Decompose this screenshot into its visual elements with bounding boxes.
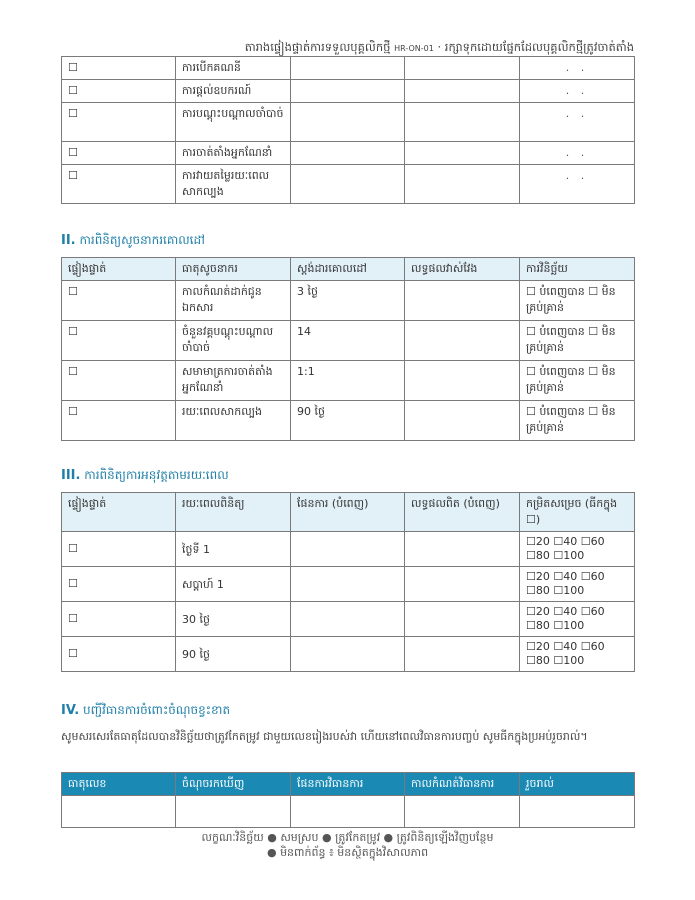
legend-line <box>61 845 634 860</box>
table-row <box>62 401 635 441</box>
blank-cell[interactable] <box>291 57 405 80</box>
blank-cell[interactable] <box>405 103 520 142</box>
section-numeral: III. <box>61 468 81 483</box>
achievement-line[interactable]: ☐20 ☐40 ☐60 <box>526 640 605 653</box>
achievement-line[interactable]: ☐80 ☐100 <box>526 619 585 632</box>
item-number-cell[interactable] <box>62 796 176 828</box>
verify-checkbox[interactable]: ☐ <box>62 637 176 672</box>
section-4-title <box>61 702 230 720</box>
column-header: ផែនការវិធានការ <box>291 773 405 796</box>
form-code: HR-ON-01 <box>394 44 434 53</box>
column-header: រយៈពេលពិនិត្យ <box>176 493 291 532</box>
legend-line <box>61 830 634 845</box>
achievement-options[interactable] <box>520 532 635 567</box>
plan-cell[interactable] <box>291 532 405 567</box>
table-header-row <box>62 493 635 532</box>
column-header: ស្តង់ដារគោលដៅ <box>291 258 405 281</box>
judgement-options[interactable]: ☐ បំពេញបាន ☐ មិនគ្រប់គ្រាន់ <box>520 321 635 361</box>
section-heading: ការពិនិត្យសូចនាករគោលដៅ <box>79 233 205 247</box>
plan-cell[interactable] <box>291 567 405 602</box>
column-header: លទ្ធផលពិត (បំពេញ) <box>405 493 520 532</box>
measured-result-cell[interactable] <box>405 281 520 321</box>
bullet-icon: ● <box>266 846 277 859</box>
table-row <box>62 281 635 321</box>
verify-checkbox[interactable]: ☐ <box>62 165 176 204</box>
table-header-row <box>62 258 635 281</box>
blank-cell[interactable] <box>291 103 405 142</box>
blank-cell[interactable] <box>291 80 405 103</box>
period-performance-table <box>61 492 635 672</box>
column-header: កាលកំណត់វិធានការ <box>405 773 520 796</box>
verify-checkbox[interactable]: ☐ <box>62 361 176 401</box>
column-header: រួចរាល់ <box>520 773 635 796</box>
target-value: 3 ថ្ងៃ <box>291 281 405 321</box>
table-row <box>62 80 635 103</box>
section-2-title <box>61 232 205 250</box>
blank-cell[interactable] <box>291 142 405 165</box>
achievement-line[interactable]: ☐80 ☐100 <box>526 654 585 667</box>
task-item: ការបណ្តុះបណ្តាលចាំបាច់ <box>176 103 291 142</box>
table-row <box>62 142 635 165</box>
table-row <box>62 321 635 361</box>
task-item: ការវាយតម្លៃរយៈពេលសាកល្បង <box>176 165 291 204</box>
onboarding-task-table <box>61 56 635 204</box>
blank-cell[interactable] <box>405 80 520 103</box>
section-numeral: II. <box>61 233 76 248</box>
instruction-paragraph: សូមសរសេរតែធាតុដែលបានវិនិច្ឆ័យថាត្រូវកែតម្រូវ ជាមួយលេខរៀងរបស់វា ហើយនៅពេលវិធានការបញ្ចប់ សូមធីកក្នុងប្រអប់រួចរាល់។ <box>61 730 588 743</box>
achievement-line[interactable]: ☐20 ☐40 ☐60 <box>526 605 605 618</box>
verify-checkbox[interactable]: ☐ <box>62 142 176 165</box>
actual-result-cell[interactable] <box>405 532 520 567</box>
indicator-name: កាលកំណត់ដាក់ជូនឯកសារ <box>176 281 291 321</box>
column-header: ផែនការ (បំពេញ) <box>291 493 405 532</box>
section-numeral: IV. <box>61 703 80 718</box>
achievement-options[interactable] <box>520 602 635 637</box>
achievement-line[interactable]: ☐80 ☐100 <box>526 584 585 597</box>
column-header: ផ្ទៀងផ្ទាត់ <box>62 493 176 532</box>
bullet-icon: ● <box>267 831 277 844</box>
verify-checkbox[interactable]: ☐ <box>62 321 176 361</box>
blank-cell[interactable] <box>291 165 405 204</box>
finding-cell[interactable] <box>176 796 291 828</box>
review-period: ថ្ងៃទី 1 <box>176 532 291 567</box>
verify-checkbox[interactable]: ☐ <box>62 567 176 602</box>
target-value: 1:1 <box>291 361 405 401</box>
indicator-name: ចំនួនវគ្គបណ្តុះបណ្តាលចាំបាច់ <box>176 321 291 361</box>
review-period: 30 ថ្ងៃ <box>176 602 291 637</box>
date-cell[interactable]: . . <box>520 80 635 103</box>
date-cell[interactable]: . . <box>520 57 635 80</box>
task-item: ការបើកគណនី <box>176 57 291 80</box>
column-header: កម្រិតសម្រេច (ធីកក្នុង ☐) <box>520 493 635 532</box>
achievement-line[interactable]: ☐80 ☐100 <box>526 549 585 562</box>
date-cell[interactable]: . . <box>520 165 635 204</box>
table-row <box>62 796 635 828</box>
target-value: 14 <box>291 321 405 361</box>
table-row <box>62 637 635 672</box>
task-item: ការចាត់តាំងអ្នកណែនាំ <box>176 142 291 165</box>
verify-checkbox[interactable]: ☐ <box>62 532 176 567</box>
column-header: ផ្ទៀងផ្ទាត់ <box>62 258 176 281</box>
table-row <box>62 103 635 142</box>
header-subtitle: · រក្សាទុកដោយផ្នែកដែលបុគ្គលិកថ្មីត្រូវចាត់តាំង <box>437 40 634 54</box>
column-header: លទ្ធផលវាស់វែង <box>405 258 520 281</box>
measured-result-cell[interactable] <box>405 401 520 441</box>
task-item: ការផ្តល់ឧបករណ៍ <box>176 80 291 103</box>
table-row <box>62 532 635 567</box>
judgement-options[interactable]: ☐ បំពេញបាន ☐ មិនគ្រប់គ្រាន់ <box>520 401 635 441</box>
table-row <box>62 567 635 602</box>
action-plan-cell[interactable] <box>291 796 405 828</box>
achievement-options[interactable] <box>520 637 635 672</box>
document-header <box>61 40 634 57</box>
verify-checkbox[interactable]: ☐ <box>62 281 176 321</box>
blank-cell[interactable] <box>405 57 520 80</box>
legend-items: សមស្រប ● ត្រូវកែតម្រូវ ● ត្រូវពិនិត្យឡើងវិញបន្ថែម <box>280 831 494 844</box>
actual-result-cell[interactable] <box>405 567 520 602</box>
table-row <box>62 57 635 80</box>
target-indicator-table <box>61 257 635 441</box>
date-cell[interactable]: . . <box>520 103 635 142</box>
actual-result-cell[interactable] <box>405 637 520 672</box>
judgement-options[interactable]: ☐ បំពេញបាន ☐ មិនគ្រប់គ្រាន់ <box>520 361 635 401</box>
indicator-name: សមាមាត្រការចាត់តាំងអ្នកណែនាំ <box>176 361 291 401</box>
header-title: តារាងផ្ទៀងផ្ទាត់ការទទួលបុគ្គលិកថ្មី <box>244 40 391 54</box>
column-header: ការវិនិច្ឆ័យ <box>520 258 635 281</box>
corrective-action-table <box>61 772 635 828</box>
verify-checkbox[interactable]: ☐ <box>62 401 176 441</box>
review-period: 90 ថ្ងៃ <box>176 637 291 672</box>
date-cell[interactable]: . . <box>520 142 635 165</box>
section-heading: ការពិនិត្យការអនុវត្តតាមរយៈពេល <box>84 468 229 482</box>
achievement-options[interactable] <box>520 567 635 602</box>
deadline-cell[interactable] <box>405 796 520 828</box>
achievement-line[interactable]: ☐20 ☐40 ☐60 <box>526 535 605 548</box>
verify-checkbox[interactable]: ☐ <box>62 80 176 103</box>
review-period: សប្តាហ៍ 1 <box>176 567 291 602</box>
section-3-title <box>61 467 229 485</box>
verify-checkbox[interactable]: ☐ <box>62 103 176 142</box>
table-header-row <box>62 773 635 796</box>
blank-cell[interactable] <box>405 165 520 204</box>
target-value: 90 ថ្ងៃ <box>291 401 405 441</box>
legend-label: លក្ខណៈវិនិច្ឆ័យ <box>201 831 264 844</box>
section-heading: បញ្ជីវិធានការចំពោះចំណុចខ្វះខាត <box>83 703 231 717</box>
measured-result-cell[interactable] <box>405 361 520 401</box>
achievement-line[interactable]: ☐20 ☐40 ☐60 <box>526 570 605 583</box>
column-header: ធាតុលេខ <box>62 773 176 796</box>
table-row <box>62 165 635 204</box>
judgement-options[interactable]: ☐ បំពេញបាន ☐ មិនគ្រប់គ្រាន់ <box>520 281 635 321</box>
plan-cell[interactable] <box>291 602 405 637</box>
measured-result-cell[interactable] <box>405 321 520 361</box>
table-row <box>62 361 635 401</box>
actual-result-cell[interactable] <box>405 602 520 637</box>
verify-checkbox[interactable]: ☐ <box>62 602 176 637</box>
legend-items: មិនពាក់ព័ន្ធ ៖ មិនស្ថិតក្នុងវិសាលភាព <box>280 846 429 859</box>
completed-cell[interactable] <box>520 796 635 828</box>
verify-checkbox[interactable]: ☐ <box>62 57 176 80</box>
plan-cell[interactable] <box>291 637 405 672</box>
indicator-name: រយៈពេលសាកល្បង <box>176 401 291 441</box>
blank-cell[interactable] <box>405 142 520 165</box>
column-header: ធាតុសូចនាករ <box>176 258 291 281</box>
table-row <box>62 602 635 637</box>
column-header: ចំណុចរកឃើញ <box>176 773 291 796</box>
